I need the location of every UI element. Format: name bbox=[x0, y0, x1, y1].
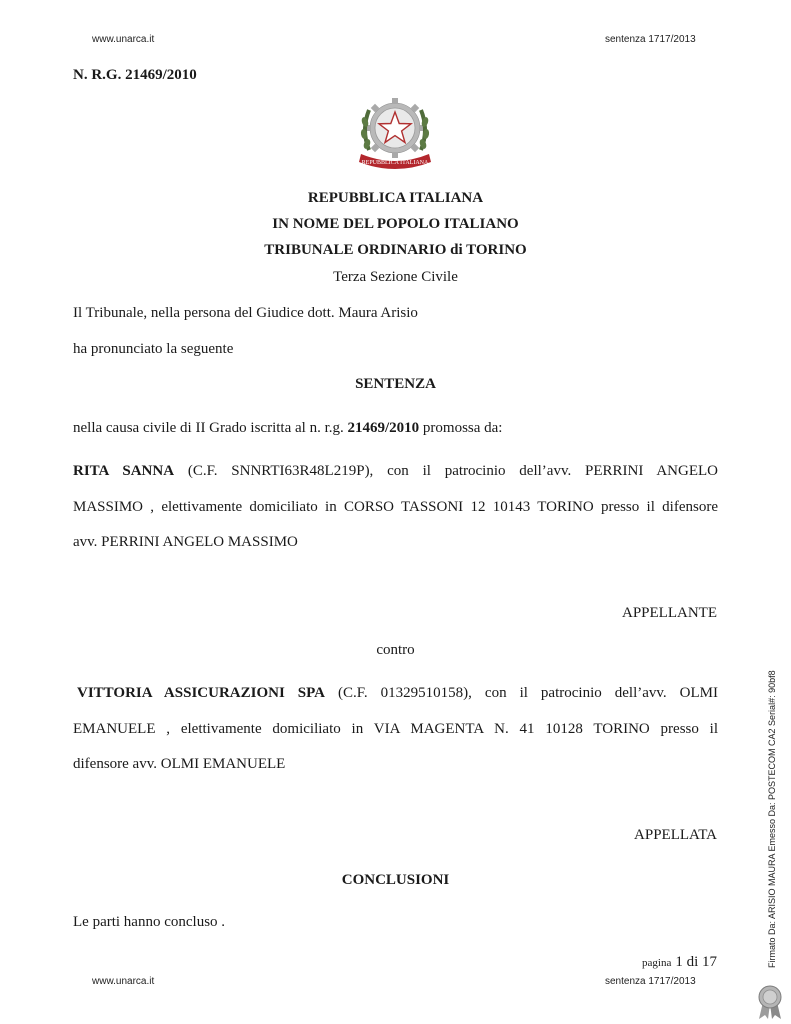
republic-emblem bbox=[355, 92, 435, 174]
title-repubblica: REPUBBLICA ITALIANA bbox=[307, 190, 484, 206]
appellante-label: APPELLANTE bbox=[622, 605, 717, 621]
appellata-label: APPELLATA bbox=[634, 827, 717, 843]
appellant-details: (C.F. SNNRTI63R48L219P), con il patrocinio dell’avv. PERRINI ANGELO bbox=[174, 463, 718, 479]
causa-number: 21469/2010 bbox=[347, 420, 420, 436]
page-number: 1 di 17 bbox=[675, 954, 717, 970]
conclusioni-heading: CONCLUSIONI bbox=[341, 872, 450, 888]
contro-label: contro bbox=[376, 642, 415, 658]
seal-icon bbox=[754, 984, 786, 1020]
case-number: N. R.G. 21469/2010 bbox=[73, 67, 197, 83]
appellant-name: RITA SANNA bbox=[73, 463, 175, 479]
causa-line bbox=[73, 419, 502, 437]
appellee-details: (C.F. 01329510158), con il patrocinio dell’avv. OLMI bbox=[325, 685, 718, 701]
appellee-line-1 bbox=[77, 684, 718, 702]
page-counter bbox=[642, 953, 717, 971]
title-popolo: IN NOME DEL POPOLO ITALIANO bbox=[272, 216, 519, 232]
footer-site: www.unarca.it bbox=[92, 976, 155, 987]
sentenza-heading: SENTENZA bbox=[355, 376, 436, 392]
causa-pre: nella causa civile di II Grado iscritta al n. r.g. bbox=[73, 420, 348, 436]
appellant-line-1 bbox=[73, 462, 718, 480]
header-ref: sentenza 1717/2013 bbox=[605, 34, 696, 45]
appellee-line-2: EMANUELE , elettivamente domiciliato in VIA MAGENTA N. 41 10128 TORINO presso il bbox=[73, 721, 718, 737]
concluded-line: Le parti hanno concluso . bbox=[73, 914, 226, 930]
appellee-line-3: difensore avv. OLMI EMANUELE bbox=[73, 756, 286, 772]
judge-line: Il Tribunale, nella persona del Giudice dott. Maura Arisio bbox=[73, 305, 418, 321]
title-tribunale: TRIBUNALE ORDINARIO di TORINO bbox=[264, 242, 527, 258]
causa-post: promossa da: bbox=[419, 420, 503, 436]
header-site: www.unarca.it bbox=[92, 34, 155, 45]
footer-ref: sentenza 1717/2013 bbox=[605, 976, 696, 987]
svg-text:REPUBBLICA ITALIANA: REPUBBLICA ITALIANA bbox=[361, 160, 429, 166]
digital-signature: Firmato Da: ARISIO MAURA Emesso Da: POSTECOM CA2 Serial#: 90bf8 bbox=[767, 670, 777, 968]
section-name: Terza Sezione Civile bbox=[333, 269, 458, 285]
appellant-line-3: avv. PERRINI ANGELO MASSIMO bbox=[73, 534, 298, 550]
page-label: pagina bbox=[642, 957, 672, 969]
pronounced-line: ha pronunciato la seguente bbox=[73, 341, 234, 357]
appellee-name: VITTORIA ASSICURAZIONI SPA bbox=[77, 685, 326, 701]
appellant-line-2: MASSIMO , elettivamente domiciliato in CORSO TASSONI 12 10143 TORINO presso il difensore bbox=[73, 499, 718, 515]
